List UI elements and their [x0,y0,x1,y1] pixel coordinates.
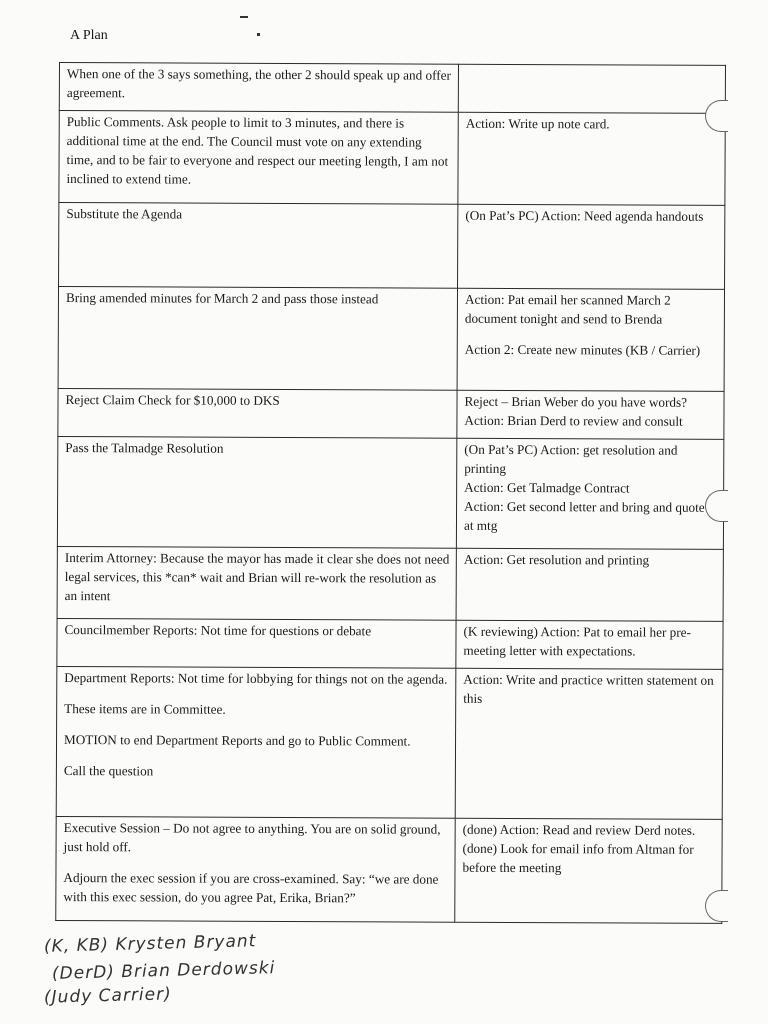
plan-item-cell [59,203,458,289]
plan-item-text: Substitute the Agenda [66,206,183,222]
plan-action-text: (On Pat’s PC) Action: get resolution and printing Action: Get Talmadge Contract Action: Get second letter and bring and quote at mtg [463,441,705,533]
plan-action-cell [458,64,725,113]
plan-action-cell [457,390,724,439]
scan-speck [257,33,260,36]
plan-action-cell [456,548,723,621]
plan-action-text: Action 2: Create new minutes (KB / Carrier) [464,341,701,358]
plan-row [57,618,723,669]
plan-action-text: Action: Write up note card. [465,115,610,132]
scan-speck [240,16,248,18]
plan-item-cell [59,63,458,113]
plan-item-text: These items are in Committee. [64,701,226,717]
plan-row [59,63,725,114]
plan-action-text: Reject – Brian Weber do you have words? Action: Brian Derd to review and consult [464,393,688,429]
plan-row [56,816,722,923]
plan-action-cell [455,818,722,923]
plan-action-cell [456,438,723,549]
plan-item-text: Executive Session – Do not agree to anything. You are on solid ground, just hold off. [63,820,441,855]
plan-action-text: Action: Get resolution and printing [463,551,650,568]
plan-row [59,203,725,290]
plan-action-text: Action: Pat email her scanned March 2 document tonight and send to Brenda [464,291,671,327]
plan-item-cell [56,816,455,922]
plan-row [56,666,723,819]
plan-item-text: Interim Attorney: Because the mayor has made it clear she does not need legal services, this *can* wait and Brian will re-work the resolution as an intent [64,550,450,604]
plan-item-text: Department Reports: Not time for lobbying for things not on the agenda. [64,670,448,687]
plan-item-cell [58,287,457,391]
plan-action-cell [458,112,725,205]
plan-row [58,287,724,392]
plan-item-cell [57,546,456,620]
plan-item-text: When one of the 3 says something, the other 2 should speak up and offer agreement. [66,66,451,101]
plan-item-cell [57,618,456,668]
plan-item-cell [57,436,456,548]
plan-action-cell [457,288,724,391]
plan-row [57,546,723,621]
plan-item-text: MOTION to end Department Reports and go to Public Comment. [64,732,411,749]
plan-action-cell [458,204,725,289]
plan-item-text: Bring amended minutes for March 2 and pass those instead [65,290,379,307]
plan-item-text: Pass the Talmadge Resolution [65,440,224,456]
page-title: A Plan [70,28,108,43]
plan-action-cell [456,620,723,669]
handwritten-note-2: (DerD) Brian Derdowski [51,958,276,984]
plan-action-text: Action: Write and practice written statement on this [463,671,714,706]
plan-item-text: Call the question [63,763,154,779]
plan-action-cell [455,668,723,819]
plan-item-text: Adjourn the exec session if you are cross-examined. Say: “we are done with this exec session, do you agree Pat, Erika, Brian?” [63,870,439,906]
plan-row [57,436,723,549]
handwritten-note-3: (Judy Carrier) [43,984,172,1008]
plan-action-text: (On Pat’s PC) Action: Need agenda handouts [465,207,704,224]
plan-item-text: Public Comments. Ask people to limit to 3 minutes, and there is additional time at the end. The Council must vote on any extending time, and to be fair to everyone and respect our meeting length, I am not inclined to extend time. [66,114,449,187]
plan-item-cell [58,388,457,438]
plan-table [55,62,726,924]
plan-item-cell [56,666,456,818]
plan-row [58,388,724,439]
plan-item-cell [59,111,458,205]
plan-item-text: Councilmember Reports: Not time for questions or debate [64,622,372,639]
handwritten-note-1: (K, KB) Krysten Bryant [43,931,257,957]
plan-row [59,111,725,206]
plan-item-text: Reject Claim Check for $10,000 to DKS [65,392,280,408]
plan-action-text: (done) Action: Read and review Derd notes. (done) Look for email info from Altman for before the meeting [462,821,696,876]
plan-action-text: (K reviewing) Action: Pat to email her pre-meeting letter with expectations. [463,623,691,659]
